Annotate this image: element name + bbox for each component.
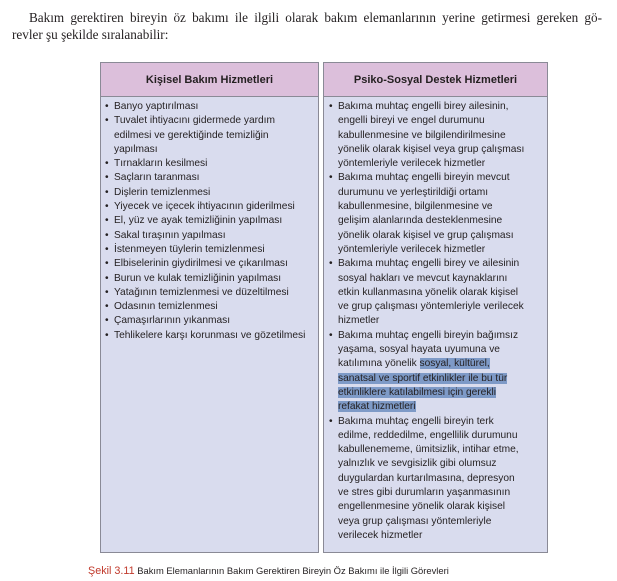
personal-care-column: [100, 62, 319, 553]
item-line: yöntemleriyle verilecek hizmetler: [338, 243, 486, 255]
figure-caption: [88, 565, 548, 577]
item-line: gelişim alanlarında desteklenmesine: [338, 215, 503, 227]
bullet-icon: •: [105, 315, 109, 327]
item-line: Saçların taranması: [114, 172, 200, 184]
item-line: veya grup çalışması yöntemleriyle: [338, 515, 492, 527]
figure-caption-text: Bakım Elemanlarının Bakım Gerektiren Bireyin Öz Bakımı ile İlgili Görevleri: [137, 565, 449, 576]
item-line: yönelik olarak kişisel veya grup çalışması: [338, 143, 525, 155]
list-item: [329, 415, 546, 544]
item-line: Sakal tıraşının yapılması: [114, 229, 226, 241]
bullet-icon: •: [105, 301, 109, 313]
bullet-icon: •: [105, 286, 109, 298]
selected-text[interactable]: sanatsal ve sportif etkinlikler ile bu tür: [338, 372, 508, 384]
item-line: yalnızlık ve sevgisizlik gibi olumsuz: [338, 458, 497, 470]
list-item: [105, 157, 319, 171]
selected-text[interactable]: sosyal, kültürel,: [419, 358, 490, 370]
item-line: Burun ve kulak temizliğinin yapılması: [114, 272, 282, 284]
item-line: Yatağının temizlenmesi ve düzeltilmesi: [114, 286, 289, 298]
item-line: Bakıma muhtaç engelli birey ve ailesinin: [338, 258, 520, 270]
bullet-icon: •: [105, 329, 109, 341]
item-line: yönelik olarak kişisel ve grup çalışması: [338, 229, 514, 241]
bullet-icon: •: [329, 101, 333, 112]
bullet-icon: •: [329, 172, 333, 184]
bullet-icon: •: [105, 243, 109, 255]
selected-text[interactable]: etkinliklere katılabilmesi için gerekli: [338, 386, 496, 398]
item-line: Bakıma muhtaç engelli bireyin terk: [338, 415, 494, 427]
list-item: [105, 114, 319, 157]
item-line: kabullenmesine ve bilgilendirilmesine: [338, 129, 506, 141]
personal-care-list: [105, 100, 319, 343]
item-line: engelli bireyi ve engel durumunu: [338, 115, 485, 127]
list-item: [329, 100, 546, 171]
list-item: [105, 214, 319, 228]
item-line: edilmesi ve gerektiğinde temizliğin: [114, 129, 269, 141]
item-line: El, yüz ve ayak temizliğinin yapılması: [114, 215, 283, 227]
item-line: Çamaşırlarının yıkanması: [114, 315, 231, 327]
list-item: [105, 243, 319, 257]
list-item: [105, 186, 319, 200]
item-line: duygulardan kurtarılmasına, depresyon: [338, 472, 515, 484]
bullet-icon: •: [329, 258, 333, 270]
item-line: yöntemleriyle verilecek hizmetler: [338, 158, 486, 170]
figure-number: Şekil 3.11: [88, 565, 135, 577]
bullet-icon: •: [105, 172, 109, 184]
intro-line-2: revler şu şekilde sıralanabilir:: [12, 27, 169, 42]
list-item: [105, 329, 319, 343]
intro-line-1: Bakım gerektiren bireyin öz bakımı ile ilgili olarak bakım elemanlarının yerine getirmesi gereken gö-: [29, 10, 602, 25]
bullet-icon: •: [105, 272, 109, 284]
duties-table: [100, 62, 548, 553]
list-item: [105, 100, 319, 114]
intro-paragraph: [12, 9, 602, 43]
bullet-icon: •: [329, 329, 333, 341]
list-item: [105, 286, 319, 300]
item-line: verilecek hizmetler: [338, 529, 423, 541]
bullet-icon: •: [105, 158, 109, 170]
list-item: [105, 300, 319, 314]
item-line: hizmetler: [338, 315, 380, 327]
item-line: Bakıma muhtaç engelli bireyin mevcut: [338, 172, 510, 184]
item-line: durumunu ve yerleştirildiği ortamı: [338, 186, 489, 198]
item-line: Bakıma muhtaç engelli bireyin bağımsız: [338, 329, 519, 341]
bullet-icon: •: [329, 415, 333, 427]
item-line: yapılması: [114, 143, 158, 155]
bullet-icon: •: [105, 101, 109, 112]
personal-care-header: Kişisel Bakım Hizmetleri: [101, 63, 318, 97]
item-line: kabullenememe, ümitsizlik, intihar etme,: [338, 444, 519, 456]
item-line: engellenmesine yönelik olarak kişisel: [338, 501, 506, 513]
item-line: ve stres gibi durumların yaşanmasının: [338, 487, 511, 499]
item-line: sosyal hakları ve mevcut kaynaklarını: [338, 272, 508, 284]
bullet-icon: •: [105, 201, 109, 213]
bullet-icon: •: [105, 229, 109, 241]
list-item: [105, 314, 319, 328]
psychosocial-column: [323, 62, 548, 553]
item-line: yaşama, sosyal hayata uyumuna ve: [338, 344, 500, 356]
item-line: Tehlikelere karşı korunması ve gözetilmesi: [114, 329, 306, 341]
item-line: Odasının temizlenmesi: [114, 301, 218, 313]
item-line: Dişlerin temizlenmesi: [114, 186, 211, 198]
item-line: Elbiselerinin giydirilmesi ve çıkarılması: [114, 258, 288, 270]
item-line: İstenmeyen tüylerin temizlenmesi: [114, 243, 265, 255]
item-line: Bakıma muhtaç engelli birey ailesinin,: [338, 101, 509, 112]
list-item: [329, 171, 546, 257]
list-item: [105, 200, 319, 214]
bullet-icon: •: [105, 186, 109, 198]
item-line: Tırnakların kesilmesi: [114, 158, 208, 170]
list-item: [105, 257, 319, 271]
item-line: Banyo yaptırılması: [114, 101, 199, 112]
list-item: [105, 171, 319, 185]
item-line: katılımına yönelik: [338, 358, 420, 370]
list-item: [105, 229, 319, 243]
bullet-icon: •: [105, 215, 109, 227]
item-line: kabullenmesine, bilgilenmesine ve: [338, 201, 493, 213]
item-line: edilme, reddedilme, engellilik durumunu: [338, 429, 518, 441]
selected-text[interactable]: refakat hizmetleri: [338, 401, 416, 413]
item-line: etkin kullanmasına yönelik olarak kişisel: [338, 286, 519, 298]
item-line: Tuvalet ihtiyacını gidermede yardım: [114, 115, 275, 127]
psychosocial-header: Psiko-Sosyal Destek Hizmetleri: [324, 63, 547, 97]
list-item: [105, 272, 319, 286]
bullet-icon: •: [105, 258, 109, 270]
item-line: Yiyecek ve içecek ihtiyacının giderilmesi: [114, 201, 295, 213]
list-item: [329, 329, 546, 415]
list-item: [329, 257, 546, 328]
bullet-icon: •: [105, 115, 109, 127]
item-line: ve grup çalışması yöntemleriyle verilecek: [338, 301, 524, 313]
psychosocial-list: [329, 100, 546, 543]
